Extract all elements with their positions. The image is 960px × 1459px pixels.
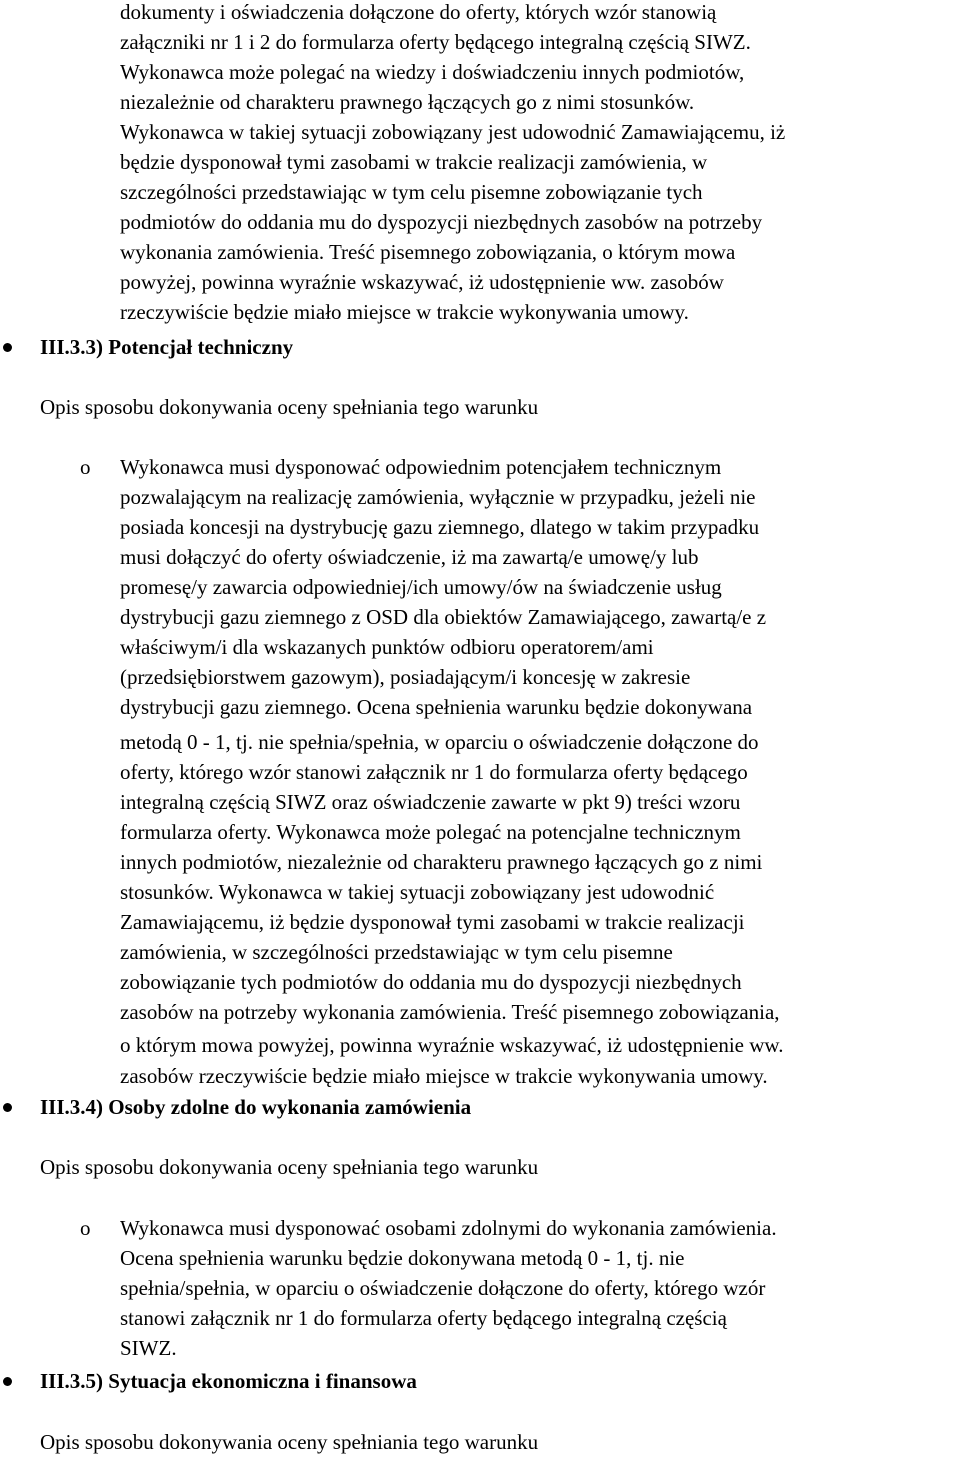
section-line: dystrybucji gazu ziemnego. Ocena spełnienia warunku będzie dokonywana: [120, 695, 753, 719]
section-line: pozwalającym na realizację zamówienia, wyłącznie w przypadku, jeżeli nie: [120, 485, 756, 509]
section-heading: III.3.5) Sytuacja ekonomiczna i finansowa: [40, 1369, 417, 1393]
bullet-icon: [3, 1377, 12, 1386]
section-line: formularza oferty. Wykonawca może polegać na potencjalne technicznym: [120, 820, 741, 844]
section-line: posiada koncesji na dystrybucję gazu ziemnego, dlatego w takim przypadku: [120, 515, 760, 539]
section-line: dystrybucji gazu ziemnego z OSD dla obiektów Zamawiającego, zawartą/e z: [120, 605, 767, 629]
section-line: zamówienia, w szczególności przedstawiając w tym celu pisemne: [120, 940, 673, 964]
section-line: Zamawiającemu, iż będzie dysponował tymi zasobami w trakcie realizacji: [120, 910, 745, 934]
section-line: integralną częścią SIWZ oraz oświadczenie zawarte w pkt 9) treści wzoru: [120, 790, 741, 814]
section-heading: III.3.4) Osoby zdolne do wykonania zamówienia: [40, 1095, 472, 1119]
section-sub-label: Opis sposobu dokonywania oceny spełniania tego warunku: [40, 1155, 539, 1179]
intro-line: dokumenty i oświadczenia dołączone do oferty, których wzór stanowią: [120, 0, 717, 24]
section-line: spełnia/spełnia, w oparciu o oświadczenie dołączone do oferty, którego wzór: [120, 1276, 766, 1300]
intro-line: szczególności przedstawiając w tym celu pisemne zobowiązanie tych: [120, 180, 703, 204]
section-line: o którym mowa powyżej, powinna wyraźnie wskazywać, iż udostępnienie ww.: [120, 1033, 784, 1057]
section-line: SIWZ.: [120, 1336, 177, 1360]
intro-line: Wykonawca w takiej sytuacji zobowiązany jest udowodnić Zamawiającemu, iż: [120, 120, 786, 144]
section-heading: III.3.3) Potencjał techniczny: [40, 335, 294, 359]
intro-line: wykonania zamówienia. Treść pisemnego zobowiązania, o którym mowa: [120, 240, 736, 264]
section-line: stosunków. Wykonawca w takiej sytuacji zobowiązany jest udowodnić: [120, 880, 715, 904]
intro-line: niezależnie od charakteru prawnego łączących go z nimi stosunków.: [120, 90, 695, 114]
intro-line: rzeczywiście będzie miało miejsce w trakcie wykonywania umowy.: [120, 300, 689, 324]
section-line: oferty, którego wzór stanowi załącznik nr 1 do formularza oferty będącego: [120, 760, 748, 784]
bullet-icon: [3, 1103, 12, 1112]
section-line: promesę/y zawarcia odpowiedniej/ich umowy/ów na świadczenie usług: [120, 575, 722, 599]
intro-line: podmiotów do oddania mu do dyspozycji niezbędnych zasobów na potrzeby: [120, 210, 763, 234]
intro-line: powyżej, powinna wyraźnie wskazywać, iż udostępnienie ww. zasobów: [120, 270, 724, 294]
section-line: Ocena spełnienia warunku będzie dokonywana metodą 0 - 1, tj. nie: [120, 1246, 685, 1270]
section-sub-label: Opis sposobu dokonywania oceny spełniania tego warunku: [40, 395, 539, 419]
section-sub-label: Opis sposobu dokonywania oceny spełniania tego warunku: [40, 1430, 539, 1454]
section-line: zobowiązanie tych podmiotów do oddania mu do dyspozycji niezbędnych: [120, 970, 742, 994]
section-line: zasobów rzeczywiście będzie miało miejsce w trakcie wykonywania umowy.: [120, 1064, 768, 1088]
item-marker: o: [80, 455, 91, 479]
section-line: (przedsiębiorstwem gazowym), posiadającym/i koncesję w zakresie: [120, 665, 691, 689]
section-line: innych podmiotów, niezależnie od charakteru prawnego łączących go z nimi: [120, 850, 763, 874]
section-line: musi dołączyć do oferty oświadczenie, iż ma zawartą/e umowę/y lub: [120, 545, 699, 569]
section-line: stanowi załącznik nr 1 do formularza oferty będącego integralną częścią: [120, 1306, 727, 1330]
intro-line: Wykonawca może polegać na wiedzy i doświadczeniu innych podmiotów,: [120, 60, 745, 84]
item-marker: o: [80, 1216, 91, 1240]
section-line: właściwym/i dla wskazanych punktów odbioru operatorem/ami: [120, 635, 654, 659]
section-line: metodą 0 - 1, tj. nie spełnia/spełnia, w oparciu o oświadczenie dołączone do: [120, 730, 759, 754]
section-line: Wykonawca musi dysponować odpowiednim potencjałem technicznym: [120, 455, 722, 479]
intro-line: będzie dysponował tymi zasobami w trakcie realizacji zamówienia, w: [120, 150, 708, 174]
bullet-icon: [3, 343, 12, 352]
section-line: zasobów na potrzeby wykonania zamówienia. Treść pisemnego zobowiązania,: [120, 1000, 780, 1024]
intro-line: załączniki nr 1 i 2 do formularza oferty będącego integralną częścią SIWZ.: [120, 30, 751, 54]
section-line: Wykonawca musi dysponować osobami zdolnymi do wykonania zamówienia.: [120, 1216, 777, 1240]
